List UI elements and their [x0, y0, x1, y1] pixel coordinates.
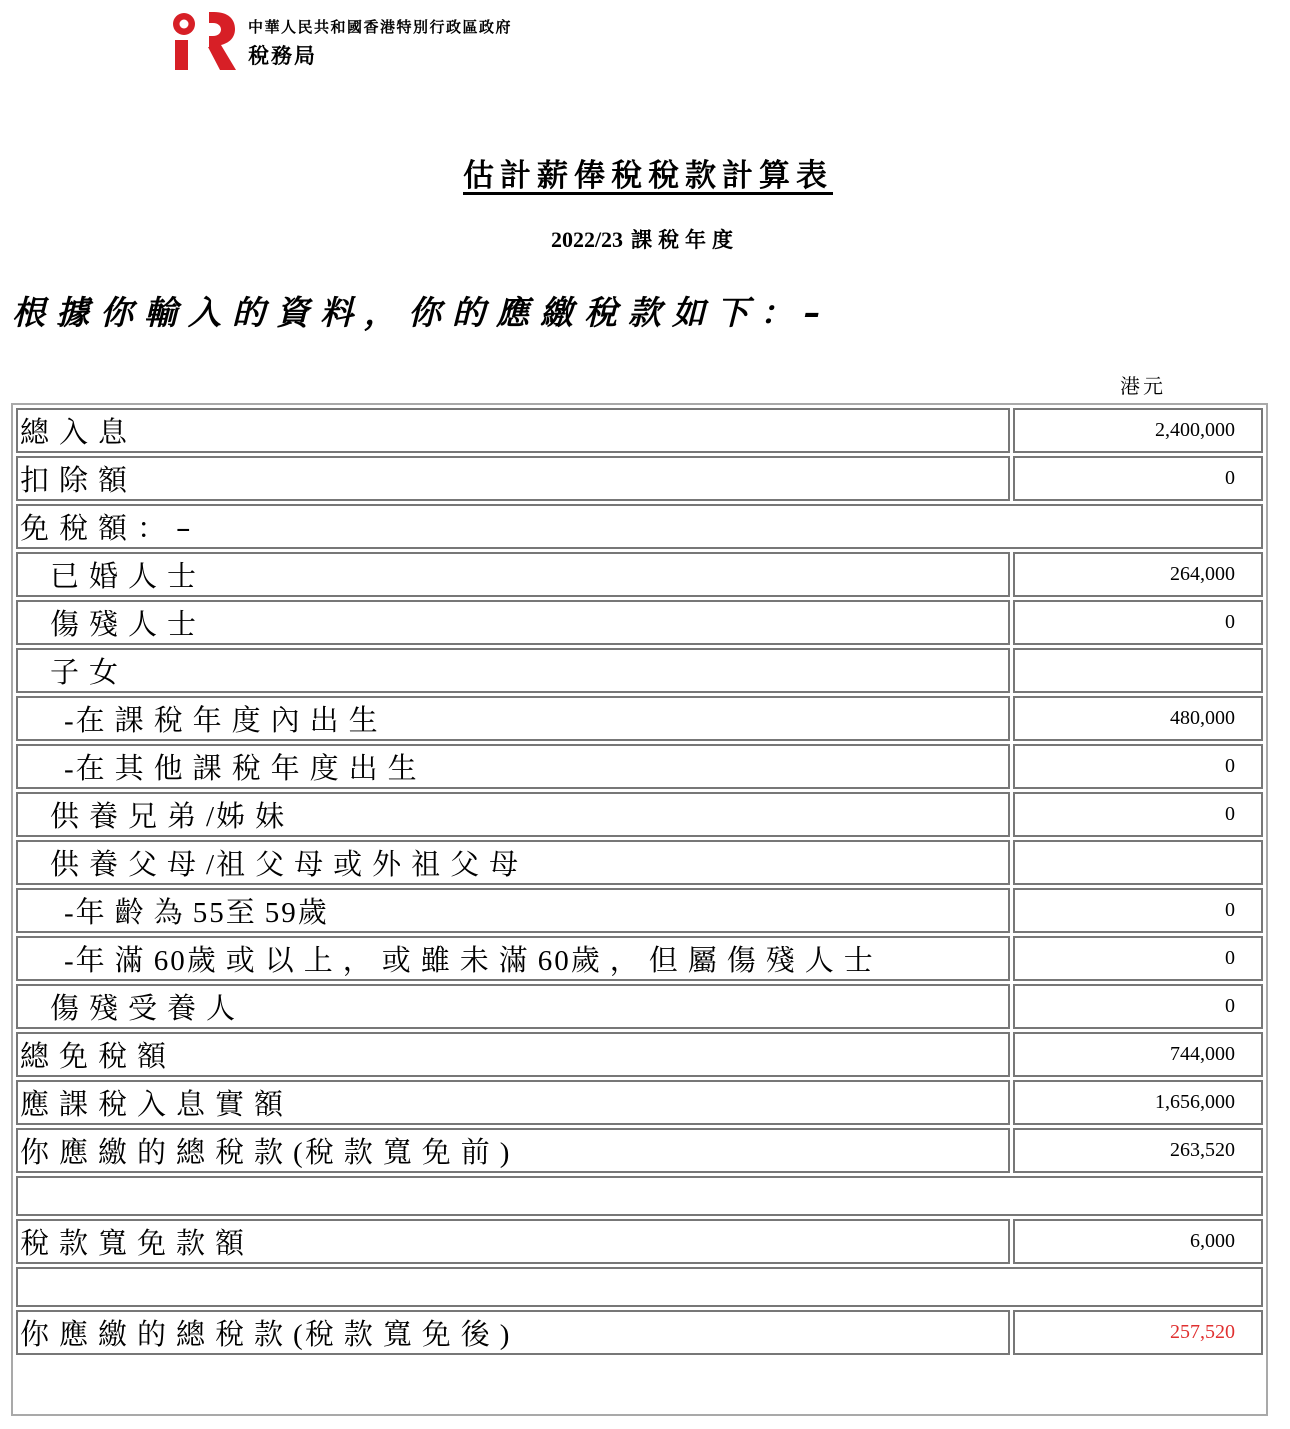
row-label: 總免稅額 — [16, 1032, 1010, 1077]
table-row — [16, 1032, 1263, 1077]
row-value: 6,000 — [1013, 1219, 1263, 1264]
table-row — [16, 456, 1263, 501]
row-label: 稅款寬免款額 — [16, 1219, 1010, 1264]
row-value — [1013, 648, 1263, 693]
row-label: 應課稅入息實額 — [16, 1080, 1010, 1125]
row-label: -在其他課稅年度出生 — [16, 744, 1010, 789]
row-label: 你應繳的總稅款(稅款寬免後) — [16, 1310, 1010, 1355]
row-value: 0 — [1013, 888, 1263, 933]
row-label: 已婚人士 — [16, 552, 1010, 597]
tax-year — [0, 224, 1290, 254]
row-label: 供養兄弟/姊妹 — [16, 792, 1010, 837]
row-value: 264,000 — [1013, 552, 1263, 597]
row-label: 傷殘受養人 — [16, 984, 1010, 1029]
row-label: 傷殘人士 — [16, 600, 1010, 645]
row-value: 480,000 — [1013, 696, 1263, 741]
table-spacer-row — [16, 1267, 1263, 1307]
row-label: 子女 — [16, 648, 1010, 693]
row-label: 扣除額 — [16, 456, 1010, 501]
table-row — [16, 744, 1263, 789]
tax-year-value: 2022/23 — [550, 227, 624, 252]
table-row — [16, 936, 1263, 981]
row-label: 你應繳的總稅款(稅款寬免前) — [16, 1128, 1010, 1173]
row-value: 2,400,000 — [1013, 408, 1263, 453]
row-label: -年滿60歲或以上，或雖未滿60歲，但屬傷殘人士 — [16, 936, 1010, 981]
final-tax-value: 257,520 — [1013, 1310, 1263, 1355]
table-row — [16, 840, 1263, 885]
row-value: 0 — [1013, 456, 1263, 501]
table-row — [16, 504, 1263, 549]
row-value: 744,000 — [1013, 1032, 1263, 1077]
row-value — [1013, 840, 1263, 885]
row-value: 0 — [1013, 600, 1263, 645]
table-row — [16, 552, 1263, 597]
department-name: 稅務局 — [248, 44, 317, 68]
intro-text: 根據你輸入的資料，你的應繳稅款如下：– — [12, 293, 832, 332]
row-label: -年齡為55至59歲 — [16, 888, 1010, 933]
row-value: 1,656,000 — [1013, 1080, 1263, 1125]
table-row — [16, 1310, 1263, 1355]
empty-cell — [16, 1267, 1263, 1307]
table-row — [16, 984, 1263, 1029]
row-value: 0 — [1013, 744, 1263, 789]
empty-cell — [16, 1176, 1263, 1216]
table-row — [16, 888, 1263, 933]
table-row — [16, 1080, 1263, 1125]
table-row — [16, 696, 1263, 741]
page-header — [170, 10, 690, 72]
table-spacer-row — [16, 1176, 1263, 1216]
table-row — [16, 1128, 1263, 1173]
row-value: 0 — [1013, 984, 1263, 1029]
row-value: 0 — [1013, 792, 1263, 837]
ird-logo — [170, 10, 236, 70]
table-row — [16, 648, 1263, 693]
currency-label: 港元 — [1120, 374, 1166, 398]
page-title: 估計薪俸稅稅款計算表 — [463, 158, 833, 194]
table-row — [16, 600, 1263, 645]
row-label: 供養父母/祖父母或外祖父母 — [16, 840, 1010, 885]
tax-table-wrapper — [11, 403, 1268, 1416]
row-value: 0 — [1013, 936, 1263, 981]
table-row — [16, 408, 1263, 453]
row-label: 總入息 — [16, 408, 1010, 453]
org-name: 中華人民共和國香港特別行政區政府 — [248, 18, 513, 36]
tax-computation-table — [13, 405, 1266, 1358]
row-label: -在課稅年度內出生 — [16, 696, 1010, 741]
row-value: 263,520 — [1013, 1128, 1263, 1173]
table-row — [16, 792, 1263, 837]
section-heading: 免稅額：– — [16, 504, 1263, 549]
table-row — [16, 1219, 1263, 1264]
tax-year-label: 課稅年度 — [631, 228, 740, 252]
